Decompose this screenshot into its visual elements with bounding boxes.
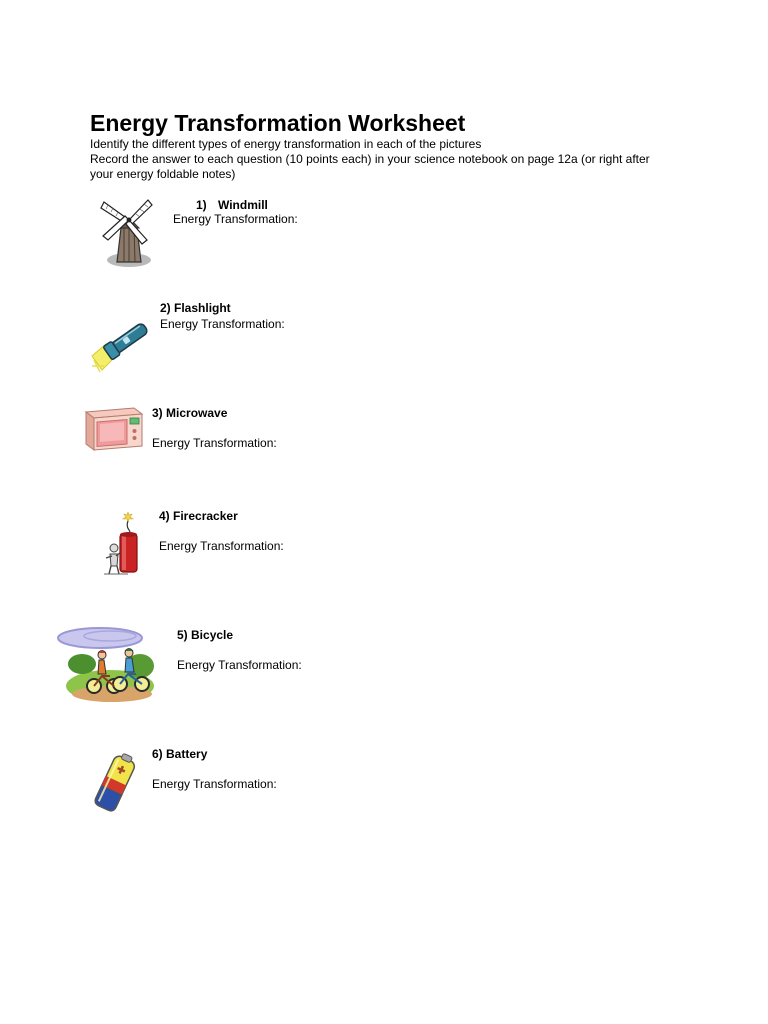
microwave-icon	[82, 404, 144, 452]
question-1-name: Windmill	[218, 198, 268, 212]
question-3-name: Microwave	[166, 406, 228, 420]
question-3-number: 3)	[152, 406, 163, 420]
question-4-name: Firecracker	[173, 509, 238, 523]
instruction-line-1: Identify the different types of energy transformation in each of the pictures	[90, 137, 482, 151]
question-3-answer-label: Energy Transformation:	[152, 436, 277, 450]
firecracker-icon	[100, 512, 142, 576]
question-4-number: 4)	[159, 509, 170, 523]
instruction-line-2: Record the answer to each question (10 points each) in your science notebook on page 12a (or right after	[90, 152, 650, 166]
question-5-number: 5)	[177, 628, 188, 642]
question-5-label	[177, 628, 233, 642]
instructions	[90, 137, 700, 182]
flashlight-icon	[90, 316, 154, 374]
question-6-number: 6)	[152, 747, 163, 761]
question-2-name: Flashlight	[174, 301, 231, 315]
worksheet-title: Energy Transformation Worksheet	[90, 110, 466, 136]
question-1-number: 1)	[196, 198, 207, 212]
question-1-answer-label: Energy Transformation:	[173, 212, 298, 226]
question-6-answer-label: Energy Transformation:	[152, 777, 277, 791]
question-4-answer-label: Energy Transformation:	[159, 539, 284, 553]
question-6-name: Battery	[166, 747, 208, 761]
question-5-name: Bicycle	[191, 628, 234, 642]
battery-icon	[84, 750, 144, 816]
question-2-answer-label: Energy Transformation:	[160, 317, 285, 331]
question-6-label	[152, 747, 207, 761]
instruction-line-3: your energy foldable notes)	[90, 167, 236, 181]
bicycle-icon	[54, 624, 158, 706]
question-5-answer-label: Energy Transformation:	[177, 658, 302, 672]
question-1-label	[196, 198, 268, 212]
windmill-icon	[98, 196, 154, 272]
question-2-number: 2)	[160, 301, 171, 315]
question-4-label	[159, 509, 238, 523]
question-2-label	[160, 301, 231, 315]
question-3-label	[152, 406, 227, 420]
